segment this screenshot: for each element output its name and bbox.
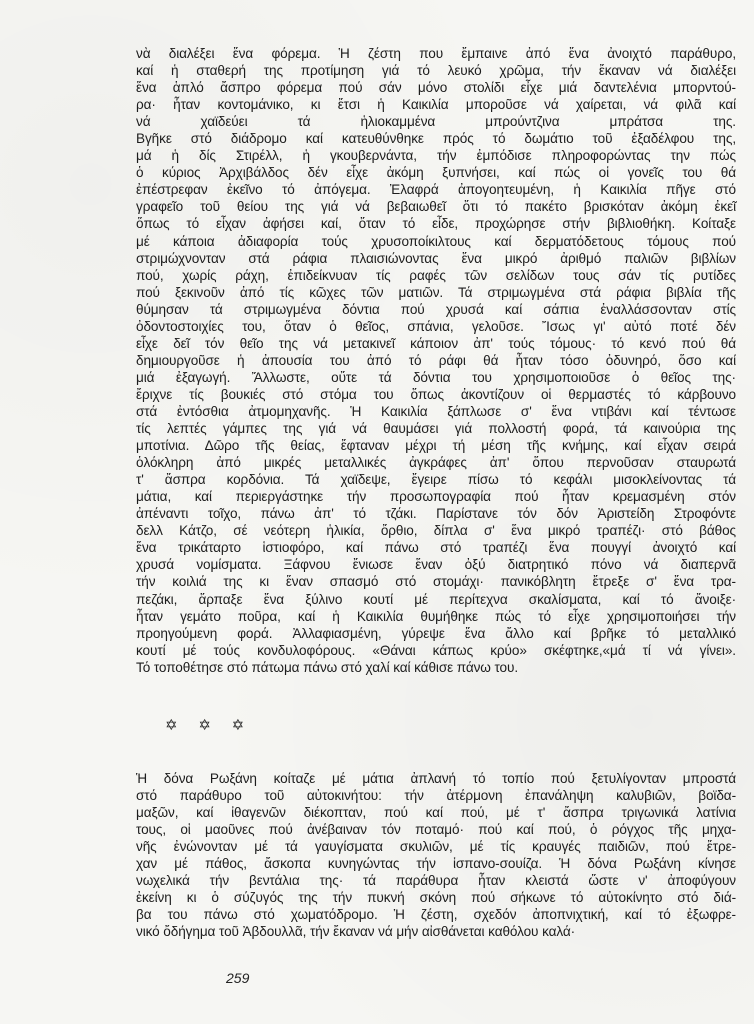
paragraph-block-2: [136, 770, 736, 940]
text-line: μά ἡ δίς Στιρέλλ, ἡ γκουβερνάντα, τήν ἐμπόδισε πληροφορώντας την πώς: [136, 148, 736, 164]
text-line: νὰ διαλέξει ἕνα φόρεμα. Ἡ ζέστη που ἔμπαινε ἀπό ἕνα ἀνοιχτό παράθυρο,: [136, 46, 736, 61]
text-line: νῆς ἐνώνονταν μέ τά γαυγίσματα σκυλιῶν, μέ τίς κραυγές παιδιῶν, πού ἔτρε-: [136, 839, 736, 855]
text-line: πεζάκι, ἅρπαξε ἕνα ξύλινο κουτί μέ περίτεχνα σκαλίσματα, καί τό ἄνοιξε·: [136, 591, 736, 607]
text-line: ὀδοντοστοιχίες του, ὅταν ὁ θεῖος, σπάνια, γελοῦσε. Ἴσως γι' αὐτό ποτέ δέν: [136, 318, 736, 334]
text-line: προηγούμενη φορά. Ἀλλαφιασμένη, γύρεψε ἕνα ἄλλο καί βρῆκε τό μεταλλικό: [136, 625, 736, 641]
text-line: νωχελικά τήν βεντάλια της· τά παράθυρα ἦταν κλειστά ὥστε ν' ἀποφύγουν: [136, 873, 736, 889]
text-line: τ' ἄσπρα κορδόνια. Τά χαϊδεψε, ἔγειρε πίσω τό κεφάλι μισοκλείνοντας τά: [136, 472, 736, 488]
text-line: νά χαϊδεύει τά ἡλιοκαμμένα μπρούντζινα μπράτσα της.: [136, 114, 736, 130]
text-line: χαν μέ πάθος, ἄσκοπα κυνηγώντας τήν ἱσπανο-σουίζα. Ἡ δόνα Ρωξάνη κίνησε: [136, 856, 736, 872]
text-line: ἕνα τρικάταρτο ἱστιοφόρο, καί πάνω στό τραπέζι ἕνα πουγγί ἀνοιχτό καί: [136, 540, 736, 556]
text-line: μποτίνια. Δῶρο τῆς θείας, ἔφταναν μέχρι τή μέση τῆς κνήμης, καί εἶχαν σειρά: [136, 438, 736, 454]
text-line: Βγῆκε στό διάδρομο καί κατευθύνθηκε πρός τό δωμάτιο τοῦ ἐξαδέλφου της,: [136, 131, 736, 147]
text-line: γραφεῖο τοῦ θείου της γιά νά βεβαιωθεῖ ὅτι τό πακέτο βρισκόταν ἀκόμη ἐκεῖ: [136, 199, 736, 215]
text-line: ὁ κύριος Ἀρχιβάλδος δέν εἶχε ἀκόμη ξυπνήσει, καί πώς οἱ γονεῖς του θά: [136, 165, 736, 181]
text-line: εἶχε δεῖ τόν θεῖο της νά μετακινεῖ κάποιον ἀπ' τούς τόμους· τό κενό πού θά: [136, 335, 736, 351]
text-line: τους, οἱ μαοῦνες πού ἀνέβαιναν τόν ποταμό· πού καί πού, ὁ ρόγχος τῆς μηχα-: [136, 822, 736, 838]
section-break-stars: ✡ ✡ ✡: [165, 716, 253, 734]
text-line: δελλ Κάτζο, σέ νεότερη ἡλικία, ὄρθιο, δίπλα σ' ἕνα μικρό τραπέζι· στό βάθος: [136, 523, 736, 539]
text-line: ὅπως τό εἶχαν ἀφήσει καί, ὅταν τό εἶδε, προχώρησε στήν βιβλιοθήκη. Κοίταξε: [136, 216, 736, 232]
text-line: μαξῶν, καί ἰθαγενῶν διέκοπταν, πού καί πού, μέ τ' ἄσπρα τριγωνικά λατίνια: [136, 805, 736, 821]
text-line: ἕνα ἁπλό ἄσπρο φόρεμα πού σάν μόνο στολίδι εἶχε μιά δαντελένια μπορντού-: [136, 80, 736, 96]
text-line: ἐκείνη κι ὁ σύζυγός της τήν πυκνή σκόνη πού σήκωνε τό αὐτοκίνητο στό διά-: [136, 890, 736, 906]
text-line: στριμώχνονταν στά ράφια πλαισιώνοντας ἕνα μικρό ἀριθμό παλιῶν βιβλίων: [136, 250, 736, 266]
text-line: νικό ὄδήγημα τοῦ Ἀβδουλλᾶ, τήν ἔκαναν νά μήν αἰσθάνεται καθόλου καλά·: [136, 924, 576, 940]
text-line: χρυσά νομίσματα. Ξάφνου ἔνιωσε ἕναν ὀξύ διατρητικό πόνο νά διαπερνᾶ: [136, 557, 736, 573]
paragraph-block-1: [136, 45, 736, 676]
page-number: 259: [226, 970, 250, 986]
text-line: μάτια, καί περιεργάστηκε τήν προσωπογραφία πού ἦταν κρεμασμένη στόν: [136, 489, 736, 505]
text-line: δημιουργοῦσε ἡ ἀπουσία του ἀπό τό ράφι θά ἦταν τόσο ὀδυνηρό, ὅσο καί: [136, 352, 736, 368]
text-line: Τό τοποθέτησε στό πάτωμα πάνω στό χαλί καί κάθισε πάνω του.: [136, 659, 519, 675]
text-line: ἀπέναντι τοῖχο, πάνω ἀπ' τό τζάκι. Παρίστανε τόν δόν Ἀριστείδη Στροφόντε: [136, 506, 736, 522]
text-line: πού ξεκινοῦν ἀπό τίς κῶχες τῶν ματιῶν. Τά στριμωγμένα στά ράφια βιβλία τῆς: [136, 284, 736, 300]
text-line: βα του πάνω στό χωματόδρομο. Ἡ ζέστη, σχεδόν ἀποπνιχτική, καί τό ἐξωφρε-: [136, 907, 736, 923]
text-line: ἦταν γεμάτο ποῦρα, καί ἡ Καικιλία θυμήθηκε πώς τό εἶχε χρησιμοποιήσει τήν: [136, 608, 736, 624]
text-line: στά ἐντόσθια ἀτμομηχανῆς. Ἡ Καικιλία ξάπλωσε σ' ἕνα ντιβάνι καί τέντωσε: [136, 403, 736, 419]
text-line: κουτί μέ τούς κονδυλοφόρους. «Θάναι κάπως κρύο» σκέφτηκε,«μά τί νά γίνει».: [136, 642, 736, 658]
text-line: θύμησαν τά στριμωγμένα δόντια πού χρυσά καί σάπια ἐναλλάσσονταν στίς: [136, 301, 736, 317]
text-line: ρα· ἦταν κοντομάνικο, κι ἔτσι ἡ Καικιλία μποροῦσε νά χαίρεται, νά φιλᾶ καί: [136, 97, 736, 113]
text-line: καί ἡ σταθερή της προτίμηση γιά τό λευκό χρῶμα, τήν ἔκαναν νά διαλέξει: [136, 63, 736, 79]
text-line: ἐπέστρεφαν ἐκεῖνο τό ἀπόγεμα. Ἐλαφρά ἀπογοητευμένη, ἡ Καικιλία πῆγε στό: [136, 182, 736, 198]
text-line: στό παράθυρο τοῦ αὐτοκινήτου: τήν ἀτέρμονη ἐπανάληψη καλυβιῶν, βοϊδα-: [136, 788, 736, 804]
text-line: πού, χωρίς ράχη, ἐπιδείκνυαν τίς ραφές τῶν σελίδων τους σάν τίς ρυτίδες: [136, 267, 736, 283]
text-line: ὁλόκληρη ἀπό μικρές μεταλλικές ἀγκράφες ἀπ' ὅπου περνοῦσαν σταυρωτά: [136, 455, 736, 471]
text-line: ἔριχνε τίς βουκιές στό στόμα του ὅπως ἀκοντίζουν οἱ θερμαστές τό κάρβουνο: [136, 386, 736, 402]
text-line: τίς λεπτές γάμπες της γιά νά θαυμάσει γιά πολλοστή φορά, τά καινούρια της: [136, 421, 736, 437]
text-line: μιά ἐξαγωγή. Ἄλλωστε, οὔτε τά δόντια του χρησιμοποιοῦσε ὁ θεῖος της·: [136, 369, 736, 385]
text-line: μέ κάποια ἀδιαφορία τούς χρυσοποίκιλτους καί δερματόδετους τόμους πού: [136, 233, 736, 249]
text-line: Ἡ δόνα Ρωξάνη κοίταζε μέ μάτια ἀπλανή τό τοπίο πού ξετυλίγονταν μπροστά: [136, 771, 736, 786]
text-line: τήν κοιλιά της κι ἕναν σπασμό στό στομάχι· πανικόβλητη ἔτρεξε σ' ἕνα τρα-: [136, 574, 736, 590]
